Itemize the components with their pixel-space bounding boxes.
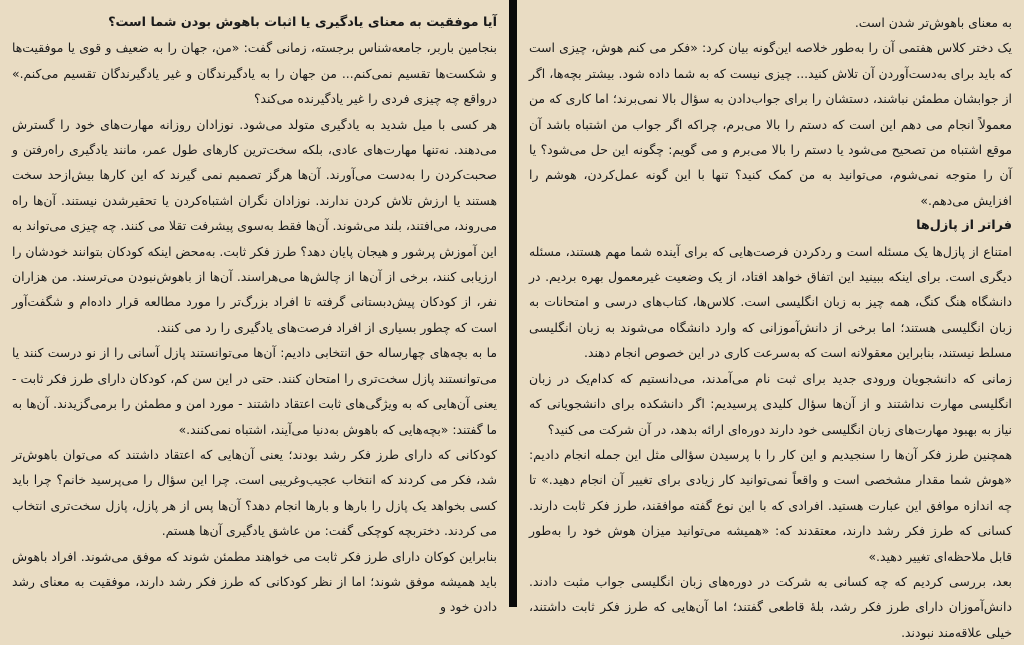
section-heading: آیا موفقیت به معنای یادگیری یا اثبات باهوش بودن شما است؟ <box>108 15 497 30</box>
right-page <box>517 0 1024 640</box>
paragraph: یک دختر کلاس هفتمی آن را به‌طور خلاصه این‌گونه بیان کرد: «فکر می کنم هوش، چیزی است که باید برای به‌دست‌آوردن آن تلاش کنید... چیزی نیست که به شما داده شود. بیشتر بچه‌ها، اگر از جوابشان مطمئن نباشند، دستشان را برای جواب‌دادن به سؤال بالا نمی‌برند؛ اما کاری که من معمولاً انجام می دهم این است که دستم را بالا می‌برم، چراکه اگر جواب من اشتباه باشد آن موقع اشتباه من تصحیح می‌شود یا دستم را بالا می‌برم و می گویم: چگونه این حل می‌شود؟ یا آن را متوجه نمی‌شوم، می‌توانید به من کمک کنید؟ تنها با این گونه عمل‌کردن، هوشم را افزایش می‌دهم.» <box>529 40 1012 208</box>
page-gutter <box>509 0 517 607</box>
paragraph: کودکانی که دارای طرز فکر رشد بودند؛ یعنی آن‌هایی که اعتقاد داشتند که می‌توان باهوش‌تر شد، فکر می کردند که انتخاب عجیب‌وغریبی است. چرا این سؤال را می‌پرسید خانم؟ چرا باید کسی بخواهد یک پازل را بارها و بارها انجام دهد؟ آن‌ها پس از هر پازل، پازل سخت‌تری انتخاب می کردند. دختربچه کوچکی گفت: من عاشق یادگیری آن‌ها هستم. <box>12 446 497 539</box>
section-heading: فراتر از پازل‌ها <box>916 218 1012 234</box>
paragraph: امتناع از پازل‌ها یک مسئله است و ردکردن فرصت‌هایی که برای آینده شما مهم هستند، مسئله دیگری است. برای اینکه ببینید این اتفاق خواهد افتاد، از یک وضعیت غیرمعمول بهره بردیم. در دانشگاه هنگ کنگ، همه چیز به زبان انگلیسی است. کلاس‌ها، کتاب‌های درسی و امتحانات به زبان انگلیسی هستند؛ اما برخی از دانش‌آموزانی که وارد دانشگاه می‌شوند به زبان انگلیسی مسلط نیستند، بنابراین معقولانه است که به‌سرعت کاری در این خصوص انجام دهند. <box>529 243 1012 361</box>
paragraph: بنجامین باربر، جامعه‌شناس برجسته، زمانی گفت: «من، جهان را به ضعیف و قوی یا موفقیت‌ها و شکست‌ها تقسیم نمی‌کنم... من جهان را به یادگیرندگان و غیر یادگیرندگان تقسیم می‌کنم.» درواقع چه چیزی فردی را غیر یادگیرنده می‌کند؟ <box>12 40 497 107</box>
paragraph: همچنین طرز فکر آن‌ها را سنجیدیم و این کار را با پرسیدن سؤالی مثل این جمله انجام دادیم: «هوش شما مقدار مشخصی است و واقعاً نمی‌توانید کار زیادی برای تغییر آن انجام دهید.» تا چه اندازه موافق این عبارت هستید. افرادی که با این نوع گفته موافقند، طرز فکر ثابت دارند. کسانی که طرز فکر رشد دارند، معتقدند که: «همیشه می‌توانید میزان هوش خود را به‌طور قابل ملاحظه‌ای تغییر دهید.» <box>529 446 1012 564</box>
paragraph: بعد، بررسی کردیم که چه کسانی به شرکت در دوره‌های زبان انگلیسی جواب مثبت دادند. دانش‌آموزان دارای طرز فکر رشد، بلهٔ قاطعی گفتند؛ اما آن‌هایی که طرز فکر ثابت داشتند، خیلی علاقه‌مند نبودند. <box>529 573 1012 640</box>
paragraph: هر کسی با میل شدید به یادگیری متولد می‌شود. نوزادان روزانه مهارت‌های خود را گسترش می‌دهند. نه‌تنها مهارت‌های عادی، بلکه سخت‌ترین کارهای طول عمر، مانند یادگیری راه‌رفتن و صحبت‌کردن را به‌دست می‌آورند. آن‌ها هرگز تصمیم نمی گیرند که این کارها بیش‌ازحد سخت هستند یا ارزش تلاش کردن ندارند. نوزادان نگران اشتباه‌کردن یا تحقیرشدن نیستند. آن‌ها راه می‌روند، می‌افتند، بلند می‌شوند. آن‌ها فقط به‌سوی پیشرفت تقلا می کنند. چه چیزی می‌تواند به این آموزش پرشور و هیجان پایان دهد؟ طرز فکر ثابت. به‌محض اینکه کودکان بتوانند خودشان را ارزیابی کنند، برخی از آن‌ها از چالش‌ها می‌هراسند. آن‌ها از باهوش‌نبودن می‌ترسند. من هزاران نفر، از کودکان پیش‌دبستانی گرفته تا افراد بزرگ‌تر را مورد مطالعه قرار داده‌ام و شگفت‌آور است که چطور بسیاری از افراد فرصت‌های یادگیری را رد می کنند. <box>12 116 497 335</box>
paragraph: بنابراین کوکان دارای طرز فکر ثابت می خواهند مطمئن شوند که موفق می‌شوند. افراد باهوش باید همیشه موفق شوند؛ اما از نظر کودکانی که طرز فکر رشد دارند، موفقیت به معنای رشد دادن خود و <box>12 548 497 615</box>
paragraph: به معنای باهوش‌تر شدن است. <box>854 15 1012 30</box>
paragraph: ما به بچه‌های چهارساله حق انتخابی دادیم: آن‌ها می‌توانستند پازل آسانی را از نو درست کنند یا می‌توانستند پازل سخت‌تری را امتحان کنند. حتی در این سن کم، کودکان دارای طرز فکر ثابت - یعنی آن‌هایی که به ویژگی‌های ثابت اعتقاد داشتند - مورد امن و مطمئن را برمی‌گزیدند. آن‌ها به ما گفتند: «بچه‌هایی که باهوش به‌دنیا می‌آیند، اشتباه نمی‌کنند.» <box>12 345 497 437</box>
paragraph: زمانی که دانشجویان ورودی جدید برای ثبت نام می‌آمدند، می‌دانستیم که کدام‌یک در زبان انگلیسی مهارت نداشتند و از آن‌ها سؤال کلیدی پرسیدیم: اگر دانشکده برای دانشجویانی که نیاز به بهبود مهارت‌های زبان انگلیسی خود دارند دوره‌ای ارائه بدهد، در آن شرکت می کنید؟ <box>529 370 1012 437</box>
left-page <box>0 0 509 615</box>
